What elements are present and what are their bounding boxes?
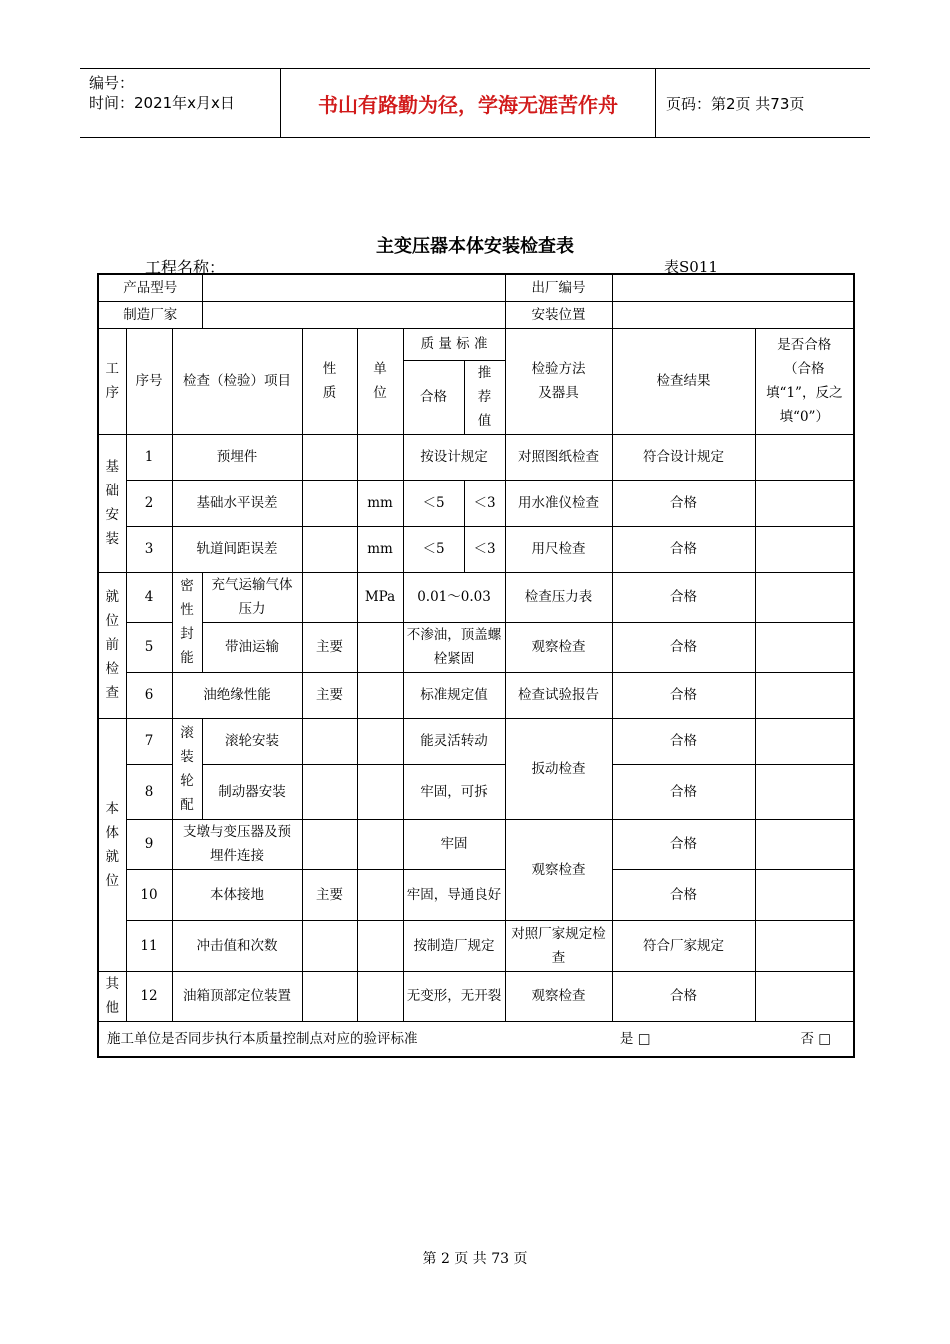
row-unit (357, 819, 403, 869)
row-result: 合格 (612, 718, 755, 764)
row-qualified: 能灵活转动 (403, 718, 505, 764)
group-sealing: 密性封能 (172, 572, 202, 672)
row-result: 合格 (612, 622, 755, 672)
row-pass[interactable] (755, 920, 854, 971)
row-pass[interactable] (755, 672, 854, 718)
row-unit (357, 672, 403, 718)
col-pass: 是否合格（合格填“1”，反之填“0”） (755, 328, 854, 434)
table-row (98, 672, 854, 718)
product-model-value[interactable] (202, 274, 505, 301)
row-pass[interactable] (755, 622, 854, 672)
row-item: 本体接地 (172, 869, 302, 920)
col-result: 检查结果 (612, 328, 755, 434)
row-unit (357, 434, 403, 480)
row-method: 观察检查 (505, 971, 612, 1021)
table-row (98, 434, 854, 480)
no-checkbox[interactable]: 否 □ (800, 1030, 832, 1047)
table-row (98, 764, 854, 819)
row-item: 冲击值和次数 (172, 920, 302, 971)
group-pre-position: 就位前检查 (98, 572, 126, 718)
row-seq: 1 (126, 434, 172, 480)
row-seq: 3 (126, 526, 172, 572)
row-nature (302, 819, 357, 869)
row-nature (302, 718, 357, 764)
row-pass[interactable] (755, 971, 854, 1021)
row-item: 油箱顶部定位装置 (172, 971, 302, 1021)
row-seq: 2 (126, 480, 172, 526)
factory-no-value[interactable] (612, 274, 854, 301)
row-item: 制动器安装 (202, 764, 302, 819)
table-row (98, 718, 854, 764)
row-nature (302, 572, 357, 622)
row-item: 油绝缘性能 (172, 672, 302, 718)
row-unit (357, 869, 403, 920)
table-row (98, 572, 854, 622)
row-item: 轨道间距误差 (172, 526, 302, 572)
table-row (98, 622, 854, 672)
row-qualified: 按设计规定 (403, 434, 505, 480)
row-qualified: 牢固 (403, 819, 505, 869)
row-qualified: 0.01～0.03 (403, 572, 505, 622)
info-row-1 (98, 274, 854, 301)
header-meta (80, 69, 281, 137)
row-qualified: ＜5 (403, 480, 464, 526)
row-seq: 5 (126, 622, 172, 672)
factory-no-label: 出厂编号 (505, 274, 612, 301)
row-qualified: 按制造厂规定 (403, 920, 505, 971)
col-qualified: 合格 (403, 360, 464, 434)
footer-question: 施工单位是否同步执行本质量控制点对应的验评标准 (107, 1030, 418, 1047)
row-pass[interactable] (755, 718, 854, 764)
col-nature: 性质 (302, 328, 357, 434)
table-row (98, 920, 854, 971)
row-qualified: 牢固，可拆 (403, 764, 505, 819)
row-result: 符合厂家规定 (612, 920, 755, 971)
row-qualified: 牢固，导通良好 (403, 869, 505, 920)
col-quality-std: 质 量 标 准 (403, 328, 505, 360)
row-item: 滚轮安装 (202, 718, 302, 764)
group-body-position: 本体就位 (98, 718, 126, 971)
row-seq: 10 (126, 869, 172, 920)
row-seq: 6 (126, 672, 172, 718)
group-other: 其他 (98, 971, 126, 1021)
row-pass[interactable] (755, 480, 854, 526)
row-pass[interactable] (755, 764, 854, 819)
col-process: 工序 (98, 328, 126, 434)
row-seq: 11 (126, 920, 172, 971)
row-result: 合格 (612, 480, 755, 526)
group-foundation: 基础安装 (98, 434, 126, 572)
row-nature: 主要 (302, 869, 357, 920)
row-method: 观察检查 (505, 819, 612, 920)
row-seq: 8 (126, 764, 172, 819)
row-pass[interactable] (755, 819, 854, 869)
row-nature (302, 434, 357, 480)
install-location-value[interactable] (612, 301, 854, 328)
row-unit: mm (357, 526, 403, 572)
info-row-2 (98, 301, 854, 328)
manufacturer-label: 制造厂家 (98, 301, 202, 328)
row-seq: 12 (126, 971, 172, 1021)
row-method: 对照图纸检查 (505, 434, 612, 480)
row-recommended: ＜3 (464, 526, 505, 572)
form-number: 表S011 (664, 258, 718, 276)
install-location-label: 安装位置 (505, 301, 612, 328)
row-result: 合格 (612, 672, 755, 718)
col-recommended: 推荐值 (464, 360, 505, 434)
footer-cell (98, 1021, 854, 1057)
row-pass[interactable] (755, 869, 854, 920)
table-row (98, 819, 854, 869)
yes-checkbox[interactable]: 是 □ (619, 1030, 651, 1047)
table-row (98, 869, 854, 920)
row-nature (302, 764, 357, 819)
date-label: 时间：2021年x月x日 (89, 94, 235, 112)
row-pass[interactable] (755, 434, 854, 480)
row-qualified: ＜5 (403, 526, 464, 572)
row-qualified: 标准规定值 (403, 672, 505, 718)
document-title: 主变压器本体安装检查表 (376, 236, 574, 257)
row-unit (357, 622, 403, 672)
row-nature (302, 526, 357, 572)
row-unit: mm (357, 480, 403, 526)
manufacturer-value[interactable] (202, 301, 505, 328)
row-unit: MPa (357, 572, 403, 622)
group-roller: 滚装轮配 (172, 718, 202, 819)
row-nature: 主要 (302, 672, 357, 718)
row-recommended: ＜3 (464, 480, 505, 526)
col-method: 检验方法及器具 (505, 328, 612, 434)
row-result: 符合设计规定 (612, 434, 755, 480)
row-unit (357, 718, 403, 764)
row-method: 扳动检查 (505, 718, 612, 819)
row-seq: 9 (126, 819, 172, 869)
table-row (98, 971, 854, 1021)
row-unit (357, 920, 403, 971)
row-method: 检查压力表 (505, 572, 612, 622)
header-motto: 书山有路勤为径，学海无涯苦作舟 (281, 69, 656, 137)
row-method: 观察检查 (505, 622, 612, 672)
row-nature: 主要 (302, 622, 357, 672)
row-method: 检查试验报告 (505, 672, 612, 718)
row-nature (302, 971, 357, 1021)
row-nature (302, 480, 357, 526)
table-row (98, 480, 854, 526)
row-result: 合格 (612, 819, 755, 869)
serial-label: 编号： (89, 74, 135, 92)
page-header (80, 68, 870, 138)
inspection-table (97, 273, 855, 1058)
row-item: 预埋件 (172, 434, 302, 480)
footer-row (98, 1021, 854, 1057)
row-seq: 7 (126, 718, 172, 764)
row-qualified: 无变形，无开裂 (403, 971, 505, 1021)
row-seq: 4 (126, 572, 172, 622)
row-pass[interactable] (755, 572, 854, 622)
row-item: 带油运输 (202, 622, 302, 672)
row-qualified: 不渗油，顶盖螺栓紧固 (403, 622, 505, 672)
project-name-label: 工程名称： (145, 258, 226, 277)
row-result: 合格 (612, 764, 755, 819)
row-item: 基础水平误差 (172, 480, 302, 526)
row-result: 合格 (612, 971, 755, 1021)
page-footer: 第 2 页 共 73 页 (422, 1251, 528, 1267)
row-result: 合格 (612, 572, 755, 622)
row-result: 合格 (612, 869, 755, 920)
row-unit (357, 971, 403, 1021)
row-item: 充气运输气体压力 (202, 572, 302, 622)
column-header-row-1 (98, 328, 854, 360)
col-item: 检查（检验）项目 (172, 328, 302, 434)
col-seq: 序号 (126, 328, 172, 434)
row-method: 对照厂家规定检查 (505, 920, 612, 971)
header-page-info: 页码：第2页 共73页 (666, 94, 805, 113)
row-nature (302, 920, 357, 971)
row-result: 合格 (612, 526, 755, 572)
product-model-label: 产品型号 (98, 274, 202, 301)
row-pass[interactable] (755, 526, 854, 572)
table-row (98, 526, 854, 572)
row-method: 用尺检查 (505, 526, 612, 572)
row-unit (357, 764, 403, 819)
row-method: 用水准仪检查 (505, 480, 612, 526)
row-item: 支墩与变压器及预埋件连接 (172, 819, 302, 869)
col-unit: 单位 (357, 328, 403, 434)
